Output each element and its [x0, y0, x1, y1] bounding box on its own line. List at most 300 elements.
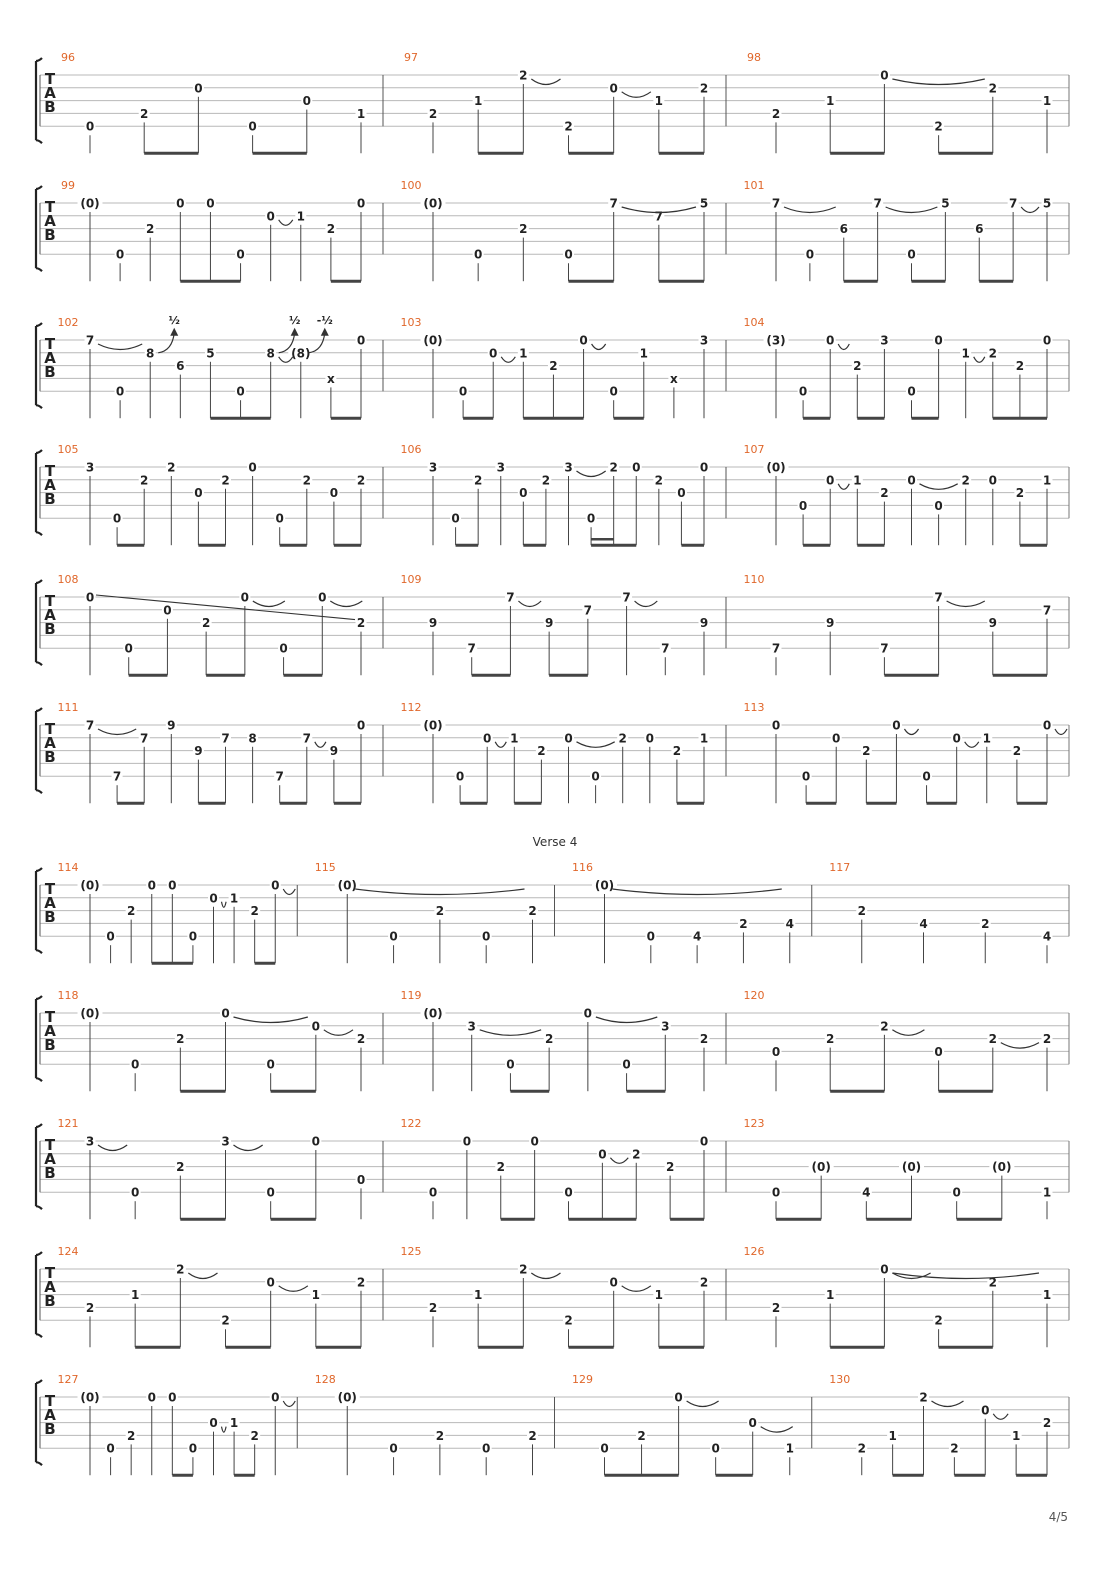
tab-clef-letter-b: B — [44, 363, 56, 381]
fret-number: 4 — [862, 1185, 871, 1200]
tab-clef-letter-b: B — [44, 1036, 56, 1054]
fret-number: 2 — [428, 106, 438, 121]
fret-number: 9 — [544, 616, 554, 631]
fret-number: 2 — [826, 1032, 835, 1047]
fret-number: 0 — [586, 511, 596, 526]
tie-arc — [622, 92, 651, 98]
tie-arc — [965, 742, 979, 748]
fret-number: 3 — [564, 460, 573, 475]
tab-clef-letter-b: B — [44, 490, 56, 508]
fret-number: (8) — [291, 346, 311, 361]
fret-number: 0 — [907, 384, 916, 399]
fret-number: 2 — [126, 1428, 136, 1443]
fret-number: 7 — [85, 718, 95, 733]
fret-number: 2 — [699, 81, 709, 96]
fret-number: 0 — [988, 473, 997, 488]
tie-arc — [610, 1158, 628, 1164]
fret-number: 1 — [1042, 94, 1052, 109]
fret-number: 0 — [147, 1390, 156, 1405]
fret-number: 2 — [126, 904, 136, 919]
tie-arc — [98, 344, 142, 350]
measure-number: 111 — [57, 701, 79, 714]
fret-number: 0 — [206, 196, 215, 211]
tab-clef-letter-t: T — [44, 880, 56, 898]
fret-number: 0 — [302, 94, 311, 109]
fret-number: 0 — [609, 81, 618, 96]
fret-number: 1 — [296, 209, 305, 224]
measure-number: 125 — [400, 1245, 422, 1258]
tie-arc — [577, 471, 606, 477]
fret-number: 0 — [266, 1057, 275, 1072]
fret-number: 2 — [1042, 1032, 1052, 1047]
tie-arc — [784, 207, 836, 213]
fret-number: 9 — [194, 744, 203, 759]
fret-number: 2 — [140, 473, 149, 488]
fret-number: 7 — [609, 196, 618, 211]
fret-number: 0 — [458, 384, 468, 399]
fret-number: 2 — [950, 1441, 959, 1456]
tab-clef-letter-t: T — [44, 1008, 56, 1026]
fret-number: 0 — [564, 731, 573, 746]
tie-arc — [920, 484, 958, 490]
fret-number: 0 — [598, 1147, 607, 1162]
fret-number: 7 — [934, 590, 943, 605]
fret-number: 0 — [699, 460, 709, 475]
fret-number: 1 — [654, 1288, 664, 1303]
fret-number: 3 — [221, 1134, 230, 1149]
fret-number: 2 — [140, 106, 149, 121]
fret-number: 0 — [805, 247, 815, 262]
fret-number: 0 — [482, 929, 491, 944]
fret-number: 0 — [482, 1441, 491, 1456]
fret-number: 2 — [880, 1019, 889, 1034]
tab-clef-letter-a: A — [44, 1150, 56, 1168]
fret-number: 0 — [389, 1441, 398, 1456]
fret-number: 2 — [609, 460, 618, 475]
tab-clef-letter-b: B — [44, 908, 56, 926]
tie-arc — [234, 1145, 263, 1151]
tie-arc — [1001, 1043, 1039, 1049]
fret-number: 0 — [632, 460, 641, 475]
fret-number: 2 — [146, 222, 155, 237]
measure-number: 113 — [743, 701, 765, 714]
fret-number: 0 — [275, 511, 284, 526]
tab-clef-letter-t: T — [44, 198, 56, 216]
fret-number: 7 — [112, 769, 122, 784]
fret-number: 8 — [266, 346, 275, 361]
fret-number: 0 — [209, 1416, 218, 1431]
fret-number: 9 — [699, 616, 709, 631]
fret-number: 7 — [140, 731, 149, 746]
tab-clef-letter-b: B — [44, 748, 56, 766]
fret-number: 2 — [564, 119, 573, 134]
fret-number: 9 — [329, 744, 339, 759]
fret-number: 2 — [857, 1441, 866, 1456]
measure-number: 109 — [400, 573, 422, 586]
measure-number: 107 — [743, 443, 765, 456]
fret-number: 2 — [541, 473, 551, 488]
fret-number: 3 — [699, 333, 709, 348]
fret-number: 1 — [356, 106, 366, 121]
tie-arc — [283, 889, 295, 895]
tab-clef-letter-t: T — [44, 335, 56, 353]
fret-number: 0 — [564, 247, 573, 262]
tie-arc — [330, 601, 362, 607]
bend-amount: ½ — [288, 313, 301, 327]
fret-number: 2 — [302, 473, 311, 488]
fret-number: 1 — [130, 1288, 140, 1303]
fret-number: 0 — [130, 1185, 140, 1200]
fret-number: 1 — [1042, 473, 1052, 488]
fret-number: 0 — [311, 1019, 321, 1034]
fret-number: 0 — [609, 1275, 618, 1290]
fret-number: 5 — [206, 346, 215, 361]
fret-number: 0 — [455, 769, 465, 784]
measure-number: 100 — [400, 179, 422, 192]
fret-number: 2 — [356, 616, 366, 631]
page-number: 4/5 — [1048, 1510, 1068, 1524]
fret-number: 0 — [106, 929, 115, 944]
fret-number: 0 — [248, 460, 257, 475]
fret-number: 2 — [428, 1300, 438, 1315]
fret-number: 0 — [832, 731, 841, 746]
fret-number: 2 — [176, 1032, 185, 1047]
fret-number: 2 — [356, 1032, 366, 1047]
tie-arc — [947, 601, 985, 607]
measure-number: 121 — [57, 1117, 79, 1130]
fret-number: 1 — [785, 1441, 794, 1456]
measure-number: 101 — [743, 179, 765, 192]
tie-arc — [892, 1273, 1039, 1279]
fret-number: 2 — [544, 1032, 554, 1047]
fret-number: 1 — [654, 94, 664, 109]
fret-number: 0 — [583, 1006, 593, 1021]
fret-number: 2 — [250, 1428, 259, 1443]
tie-arc — [687, 1401, 719, 1407]
fret-number: 7 — [1008, 196, 1018, 211]
fret-number: 7 — [221, 731, 230, 746]
measure-number: 128 — [314, 1373, 336, 1386]
tab-clef-letter-t: T — [44, 70, 56, 88]
fret-number: 2 — [665, 1160, 675, 1175]
fret-number: (3) — [766, 333, 786, 348]
fret-number: 2 — [961, 473, 970, 488]
fret-number: 0 — [645, 731, 654, 746]
fret-number: 0 — [519, 486, 528, 501]
fret-number: 0 — [489, 346, 498, 361]
tie-arc — [838, 344, 849, 350]
fret-number: 0 — [311, 1134, 321, 1149]
fret-number: 4 — [1042, 929, 1052, 944]
tab-clef-letter-b: B — [44, 1420, 56, 1438]
fret-number: 2 — [988, 81, 997, 96]
measure-number: 122 — [400, 1117, 422, 1130]
fret-number: 0 — [591, 769, 600, 784]
fret-number: 2 — [167, 460, 176, 475]
fret-number: 2 — [496, 1160, 505, 1175]
fret-number: 2 — [564, 1313, 573, 1328]
fret-number: 0 — [798, 498, 808, 513]
tab-clef-letter-b: B — [44, 1164, 56, 1182]
fret-number: 0 — [168, 1390, 177, 1405]
fret-number: 0 — [771, 1185, 781, 1200]
fret-number: 3 — [85, 460, 95, 475]
tab-clef-letter-a: A — [44, 349, 56, 367]
fret-number: 3 — [880, 333, 889, 348]
fret-number: 0 — [798, 384, 808, 399]
fret-number: 0 — [188, 1441, 198, 1456]
tab-clef-letter-a: A — [44, 476, 56, 494]
fret-number: 0 — [428, 1185, 438, 1200]
fret-number: 3 — [496, 460, 505, 475]
tie-arc — [98, 1145, 127, 1151]
measure-number: 130 — [829, 1373, 851, 1386]
tab-clef-letter-a: A — [44, 1278, 56, 1296]
tie-arc — [761, 1427, 793, 1433]
measure-number: 120 — [743, 989, 765, 1002]
measure-number: 129 — [572, 1373, 593, 1386]
fret-number: 0 — [115, 384, 125, 399]
fret-number: 0 — [318, 590, 327, 605]
measure-number: 99 — [61, 179, 75, 192]
fret-number: 2 — [528, 904, 537, 919]
measure-number: 106 — [400, 443, 422, 456]
tie-arc — [253, 601, 285, 607]
fret-number: 2 — [435, 1428, 445, 1443]
measure-number: 98 — [747, 51, 761, 64]
tie-arc — [279, 220, 293, 226]
fret-number: 2 — [519, 1262, 528, 1277]
fret-number: (0) — [423, 1006, 443, 1021]
fret-number: 9 — [428, 616, 438, 631]
fret-number: 0 — [1042, 333, 1052, 348]
measure-number: 119 — [400, 989, 422, 1002]
measure-number: 116 — [572, 861, 593, 874]
fret-number: 1 — [473, 94, 483, 109]
fret-number: 0 — [356, 718, 366, 733]
fret-number: 2 — [919, 1390, 928, 1405]
fret-number: 0 — [677, 486, 686, 501]
tab-clef-letter-a: A — [44, 606, 56, 624]
tab-clef-letter-t: T — [44, 1392, 56, 1410]
fret-number: 2 — [771, 1300, 781, 1315]
tab-clef-letter-t: T — [44, 1136, 56, 1154]
fret-number: 0 — [236, 247, 245, 262]
fret-number: 1 — [853, 473, 862, 488]
fret-number: 6 — [176, 359, 185, 374]
tie-arc — [188, 1273, 217, 1279]
fret-number: 0 — [609, 384, 618, 399]
fret-number: 7 — [1042, 603, 1052, 618]
fret-number: 0 — [209, 891, 218, 906]
fret-number: 2 — [853, 359, 862, 374]
fret-number: 0 — [506, 1057, 515, 1072]
fret-number: 0 — [248, 119, 257, 134]
fret-number: 6 — [839, 222, 848, 237]
tie-arc — [1021, 207, 1039, 213]
fret-number: 0 — [112, 511, 122, 526]
fret-number: 0 — [530, 1134, 539, 1149]
fret-number: 0 — [771, 1044, 781, 1059]
fret-number: (0) — [423, 196, 443, 211]
fret-number: 0 — [271, 1390, 280, 1405]
fret-number: 0 — [1042, 718, 1052, 733]
fret-number: 0 — [85, 590, 95, 605]
fret-number: 0 — [564, 1185, 573, 1200]
tie-arc — [904, 729, 918, 735]
fret-number: 0 — [194, 81, 203, 96]
fret-number: 1 — [639, 346, 648, 361]
fret-number: 0 — [356, 333, 366, 348]
fret-number: 0 — [934, 333, 943, 348]
measure-number: 112 — [400, 701, 422, 714]
fret-number: 5 — [1042, 196, 1052, 211]
measure-number: 118 — [57, 989, 79, 1002]
tie-arc — [222, 1427, 227, 1433]
fret-number: 7 — [506, 590, 515, 605]
fret-number: 0 — [952, 731, 961, 746]
fret-number: 0 — [600, 1441, 609, 1456]
measure-number: 97 — [404, 51, 418, 64]
fret-number: 1 — [519, 346, 528, 361]
fret-number: 0 — [801, 769, 811, 784]
fret-number: 2 — [637, 1428, 646, 1443]
fret-number: (0) — [992, 1160, 1012, 1175]
bend-amount: ½ — [168, 313, 180, 327]
fret-number: 4 — [785, 916, 794, 931]
tie-arc — [1055, 729, 1067, 735]
fret-number: 0 — [168, 878, 177, 893]
tab-clef-letter-t: T — [44, 592, 56, 610]
tie-arc — [324, 1030, 353, 1036]
fret-number: x — [670, 371, 678, 386]
fret-number: 2 — [1012, 744, 1022, 759]
fret-number: 2 — [857, 904, 866, 919]
fret-number: 7 — [622, 590, 631, 605]
fret-number: 2 — [176, 1262, 185, 1277]
fret-number: (0) — [423, 718, 443, 733]
fret-number: 0 — [130, 1057, 140, 1072]
fret-number: 2 — [672, 744, 682, 759]
measure-number: 115 — [314, 861, 336, 874]
bend-arrowhead — [291, 328, 299, 336]
fret-number: 0 — [462, 1134, 472, 1149]
fret-number: 1 — [1042, 1288, 1052, 1303]
fret-number: 2 — [1015, 486, 1025, 501]
fret-number: 0 — [163, 603, 172, 618]
tie-arc — [886, 207, 938, 213]
tie-arc — [592, 344, 606, 350]
fret-number: 2 — [699, 1275, 709, 1290]
fret-number: 2 — [739, 916, 748, 931]
tab-clef-letter-t: T — [44, 720, 56, 738]
fret-number: 3 — [661, 1019, 670, 1034]
measure-number: 110 — [743, 573, 765, 586]
fret-number: 3 — [85, 1134, 95, 1149]
fret-number: 7 — [583, 603, 593, 618]
fret-number: 0 — [880, 68, 889, 83]
fret-number: 0 — [147, 878, 156, 893]
fret-number: 4 — [692, 929, 702, 944]
tab-clef-letter-t: T — [44, 462, 56, 480]
bend-amount: -½ — [316, 313, 333, 327]
fret-number: 7 — [771, 196, 781, 211]
fret-number: 0 — [579, 333, 588, 348]
fret-number: 2 — [176, 1160, 185, 1175]
measure-number: 108 — [57, 573, 79, 586]
fret-number: (0) — [80, 878, 100, 893]
fret-number: (0) — [80, 1390, 100, 1405]
tie-arc — [577, 742, 615, 748]
fret-number: 0 — [674, 1390, 683, 1405]
fret-number: 7 — [467, 641, 476, 656]
fret-number: 7 — [661, 641, 670, 656]
tie-arc — [892, 79, 984, 85]
fret-number: 0 — [240, 590, 250, 605]
fret-number: 1 — [1011, 1428, 1021, 1443]
tie-arc — [234, 1017, 308, 1023]
fret-number: (0) — [901, 1160, 922, 1175]
fret-number: 0 — [194, 486, 203, 501]
fret-number: 0 — [922, 769, 931, 784]
fret-number: 0 — [907, 247, 916, 262]
tie-arc — [501, 357, 515, 363]
tab-clef-letter-b: B — [44, 226, 56, 244]
fret-number: 0 — [279, 641, 288, 656]
fret-number: 0 — [771, 718, 781, 733]
fret-number: 2 — [549, 359, 558, 374]
fret-number: 2 — [981, 916, 990, 931]
fret-number: 0 — [880, 1262, 889, 1277]
tie-arc — [518, 601, 541, 607]
fret-number: (0) — [594, 878, 615, 893]
fret-number: 1 — [473, 1288, 483, 1303]
fret-number: 0 — [236, 384, 245, 399]
tab-clef-letter-a: A — [44, 734, 56, 752]
measure-number: 126 — [743, 1245, 765, 1258]
tie-arc — [974, 357, 985, 363]
fret-number: x — [327, 371, 335, 386]
fret-number: 0 — [124, 641, 133, 656]
fret-number: 0 — [907, 473, 916, 488]
fret-number: 2 — [435, 904, 445, 919]
fret-number: 2 — [1015, 359, 1025, 374]
fret-number: 0 — [389, 929, 398, 944]
fret-number: 3 — [467, 1019, 476, 1034]
fret-number: 2 — [519, 222, 528, 237]
fret-number: 0 — [892, 718, 901, 733]
fret-number: 6 — [975, 222, 984, 237]
fret-number: 0 — [115, 247, 125, 262]
fret-number: 1 — [311, 1288, 321, 1303]
fret-number: 0 — [356, 1172, 366, 1187]
fret-number: 7 — [85, 333, 95, 348]
fret-number: 2 — [473, 473, 483, 488]
fret-number: 0 — [934, 1044, 943, 1059]
measure-number: 102 — [57, 316, 79, 329]
fret-number: 7 — [302, 731, 311, 746]
fret-number: 1 — [1042, 1185, 1052, 1200]
fret-number: 2 — [632, 1147, 641, 1162]
fret-number: (0) — [337, 1390, 357, 1405]
measure-number: 103 — [400, 316, 422, 329]
fret-number: 0 — [483, 731, 492, 746]
measure-number: 105 — [57, 443, 79, 456]
fret-number: 2 — [862, 744, 871, 759]
fret-number: 2 — [221, 1313, 230, 1328]
fret-number: 0 — [622, 1057, 631, 1072]
fret-number: 0 — [106, 1441, 115, 1456]
